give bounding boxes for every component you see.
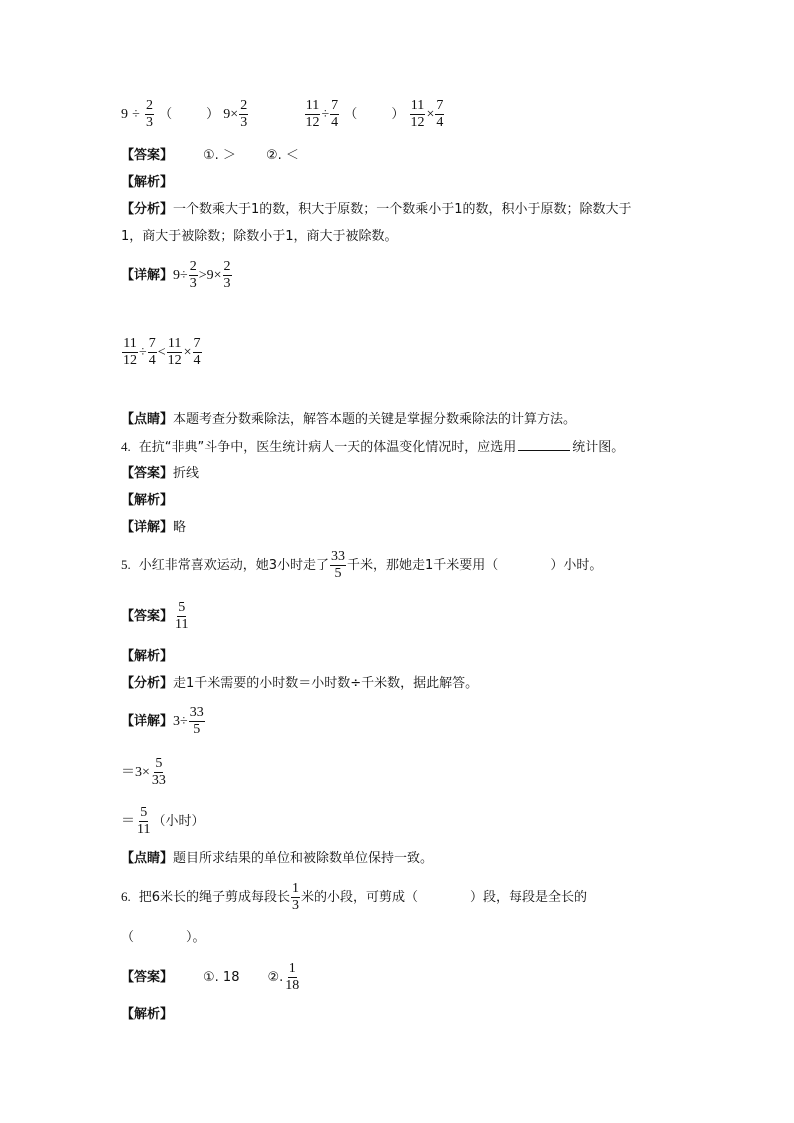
answer-label: 【答案】: [121, 148, 174, 163]
divide-sign: ÷: [132, 107, 140, 122]
fraction-5-11: $\frac{5}{11}$: [175, 600, 189, 632]
q4-answer: 【答案】折线: [121, 466, 200, 481]
q5-step-1: 【详解】3÷ $\frac{33}{5}$: [121, 705, 204, 737]
q5-fenxi: 【分析】走1千米需要的小时数＝小时数÷千米数，据此解答。: [121, 676, 479, 691]
q4-blank: [518, 438, 570, 451]
q4-question: 4. 在抗“非典”斗争中，医生统计病人一天的体温变化情况时，应选用 统计图。: [121, 439, 625, 455]
q5-step-3: ＝ $\frac{5}{11}$ （小时）: [121, 805, 205, 837]
q6-jiexi: 【解析】: [121, 1007, 174, 1022]
q3-number-9b: 9: [223, 107, 231, 122]
fraction-1-3: $\frac{1}{3}$: [292, 881, 300, 913]
fraction-1-18: $\frac{1}{18}$: [285, 961, 300, 993]
q4-jiexi: 【解析】: [121, 493, 174, 508]
fraction-11-12b: $\frac{11}{12}$: [410, 98, 425, 130]
q5-number: 5.: [121, 557, 131, 572]
fraction-33-5: $\frac{33}{5}$: [331, 549, 346, 581]
q6-line2: （ ）。: [121, 930, 206, 945]
q6-question: 6. 把6米长的绳子剪成每段长 $\frac{1}{3}$ 米的小段，可剪成（ ）段，每段是全长的: [121, 881, 588, 913]
q3-xiangjie-row-2: $\frac{11}{12}$ ÷ $\frac{7}{4}$ < $\frac{11}{12}$ × $\frac{7}{4}$: [123, 336, 201, 368]
fraction-2-3c: $\frac{2}{3}$: [189, 259, 197, 291]
paren-open-2: （: [344, 107, 358, 122]
q6-answer: 【答案】 ①. 18 ②. $\frac{1}{18}$: [121, 961, 300, 993]
fraction-2-3: $\frac{2}{3}$: [145, 98, 153, 130]
times-sign-2: ×: [426, 107, 435, 122]
less-than: <: [157, 345, 166, 360]
q5-step-2: ＝3× $\frac{5}{33}$: [121, 756, 166, 788]
q3-xiangjie-row-1: 【详解】9÷ $\frac{2}{3}$ >9× $\frac{2}{3}$: [121, 259, 231, 291]
answer-1: ①. ＞: [203, 148, 236, 163]
paren-close-2: ）: [391, 107, 405, 122]
q5-dianjing: 【点睛】题目所求结果的单位和被除数单位保持一致。: [121, 851, 434, 866]
q3-jiexi: 【解析】: [121, 175, 174, 190]
greater-than: >: [198, 268, 207, 283]
fraction-2-3d: $\frac{2}{3}$: [223, 259, 231, 291]
q4-xiangjie: 【详解】略: [121, 520, 187, 535]
q6-number: 6.: [121, 889, 131, 904]
paren-close: ）: [206, 107, 220, 122]
q5-jiexi: 【解析】: [121, 649, 174, 664]
q3-fenxi-line2: 1，商大于被除数；除数小于1，商大于被除数。: [121, 229, 398, 244]
q4-number: 4.: [121, 439, 131, 454]
q3-dianjing: 【点睛】本题考查分数乘除法，解答本题的关键是掌握分数乘除法的计算方法。: [121, 412, 577, 427]
q3-expression-row: [121, 98, 445, 131]
q3-answer-row: [121, 147, 299, 165]
fraction-7-4b: $\frac{7}{4}$: [436, 98, 444, 130]
q5-question: 5. 小红非常喜欢运动，她3小时走了 $\frac{33}{5}$ 千米，那她走1千米要用（ ）小时。: [121, 549, 603, 581]
times-sign: ×: [230, 107, 239, 122]
fraction-7-4: $\frac{7}{4}$: [331, 98, 339, 130]
q5-answer: 【答案】 $\frac{5}{11}$: [121, 600, 189, 632]
paren-open: （: [159, 107, 173, 122]
fraction-11-12: $\frac{11}{12}$: [305, 98, 320, 130]
q3-number-9: 9: [121, 107, 128, 122]
divide-sign-2: ÷: [321, 107, 330, 122]
fraction-2-3b: $\frac{2}{3}$: [240, 98, 248, 130]
q3-fenxi-line1: 【分析】一个数乘大于1的数，积大于原数；一个数乘小于1的数，积小于原数；除数大于: [121, 202, 632, 217]
answer-2: ②. ＜: [265, 148, 299, 163]
